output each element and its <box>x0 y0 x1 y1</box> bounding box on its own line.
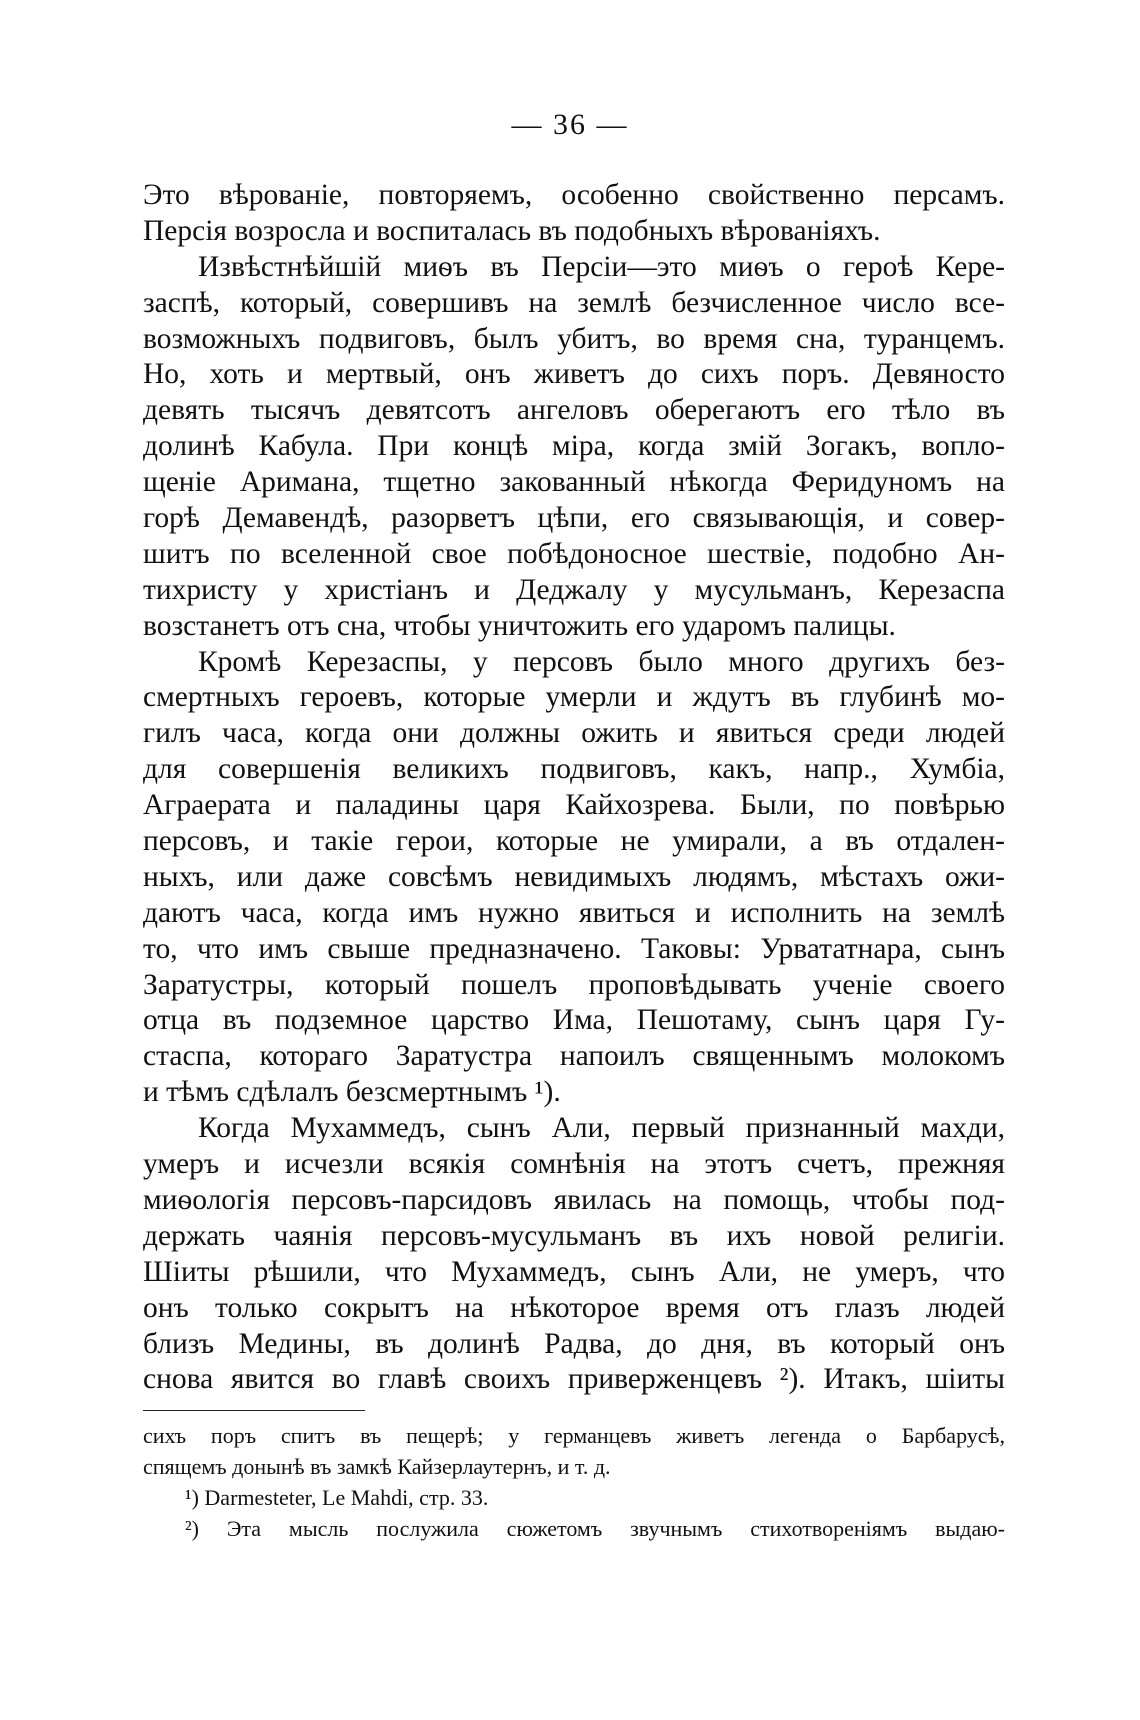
text-line: для совершенія великихъ подвиговъ, какъ, напр., Хумбіа, <box>143 753 1005 786</box>
text-line: горѣ Демавендѣ, разорветъ цѣпи, его связывающія, и совер- <box>143 502 1005 535</box>
text-line: то, что имъ свыше предназначено. Таковы: Урвататнара, сынъ <box>143 932 1005 965</box>
text-line: Шіиты рѣшили, что Мухаммедъ, сынъ Али, не умеръ, что <box>143 1255 1005 1288</box>
text-line: долинѣ Кабула. При концѣ міра, когда змій Зогакъ, вопло- <box>143 430 1005 463</box>
text-line: девять тысячъ девятсотъ ангеловъ оберегаютъ его тѣло въ <box>143 394 1005 427</box>
page-number: — 36 — <box>511 108 629 141</box>
text-line: Когда Мухаммедъ, сынъ Али, первый признанный махди, <box>198 1112 1005 1145</box>
text-line: смертныхъ героевъ, которые умерли и ждутъ въ глубинѣ мо- <box>143 681 1005 714</box>
text-line: онъ только сокрытъ на нѣкоторое время отъ глазъ людей <box>143 1291 1005 1324</box>
text-line: ныхъ, или даже совсѣмъ невидимыхъ людямъ, мѣстахъ ожи- <box>143 860 1005 893</box>
text-line: возможныхъ подвиговъ, былъ убитъ, во время сна, туранцемъ. <box>143 322 1005 355</box>
footnote-line: ¹) Darmesteter, Le Mahdi, стр. 33. <box>185 1485 489 1510</box>
text-line: тихристу у христіанъ и Деджалу у мусульманъ, Керезаспа <box>143 573 1005 606</box>
text-line: Извѣстнѣйшій миѳъ въ Персіи—это миѳъ о героѣ Кере- <box>198 250 1005 283</box>
text-line: Кромѣ Керезаспы, у персовъ было много другихъ без- <box>198 645 1005 678</box>
text-line: Персія возросла и воспиталась въ подобныхъ вѣрованіяхъ. <box>143 214 881 247</box>
text-line: заспѣ, который, совершивъ на землѣ безчисленное число все- <box>143 286 1005 319</box>
text-line: умеръ и исчезли всякія сомнѣнія на этотъ счетъ, прежняя <box>143 1148 1005 1181</box>
text-line: щеніе Аримана, тщетно закованный нѣкогда Феридуномъ на <box>143 466 1005 499</box>
text-line: шитъ по вселенной свое побѣдоносное шествіе, подобно Ан- <box>143 537 1005 570</box>
text-line: персовъ, и такіе герои, которые не умирали, а въ отдален- <box>143 825 1005 858</box>
text-line: гилъ часа, когда они должны ожить и явиться среди людей <box>143 717 1005 750</box>
text-line: держать чаянія персовъ-мусульманъ въ ихъ новой религіи. <box>143 1219 1005 1252</box>
text-line: Это вѣрованіе, повторяемъ, особенно свойственно персамъ. <box>143 179 1005 211</box>
footnote-divider <box>143 1410 365 1411</box>
text-line: Аграерата и паладины царя Кайхозрева. Были, по повѣрью <box>143 789 1005 822</box>
text-line: Но, хоть и мертвый, онъ живетъ до сихъ поръ. Девяносто <box>143 358 1005 391</box>
text-line: Заратустры, который пошелъ проповѣдывать ученіе своего <box>143 968 1005 1001</box>
footnote-line: сихъ поръ спитъ въ пещерѣ; у германцевъ живетъ легенда о Барбарусѣ, <box>143 1423 1005 1448</box>
text-line: и тѣмъ сдѣлалъ безсмертнымъ ¹). <box>143 1076 561 1109</box>
footnote-line: спящемъ донынѣ въ замкѣ Кайзерлаутернъ, и т. д. <box>143 1454 611 1479</box>
text-line: близъ Медины, въ долинѣ Радва, до дня, въ который онъ <box>143 1327 1005 1360</box>
footnote-line: ²) Эта мысль послужила сюжетомъ звучнымъ стихотвореніямъ выдаю- <box>185 1516 1005 1541</box>
footnotes <box>143 1420 1005 1544</box>
body-text <box>143 178 1005 1398</box>
text-line: возстанетъ отъ сна, чтобы уничтожить его ударомъ палицы. <box>143 609 896 642</box>
text-line: стаспа, котораго Заратустра напоилъ священнымъ молокомъ <box>143 1040 1005 1073</box>
text-line: отца въ подземное царство Има, Пешотаму, сынъ царя Гу- <box>143 1004 1005 1037</box>
text-line: снова явится во главѣ своихъ приверженцевъ ²). Итакъ, шіиты <box>143 1363 1005 1396</box>
text-line: даютъ часа, когда имъ нужно явиться и исполнить на землѣ <box>143 896 1005 929</box>
text-line: миѳологія персовъ-парсидовъ явилась на помощь, чтобы под- <box>143 1183 1005 1216</box>
